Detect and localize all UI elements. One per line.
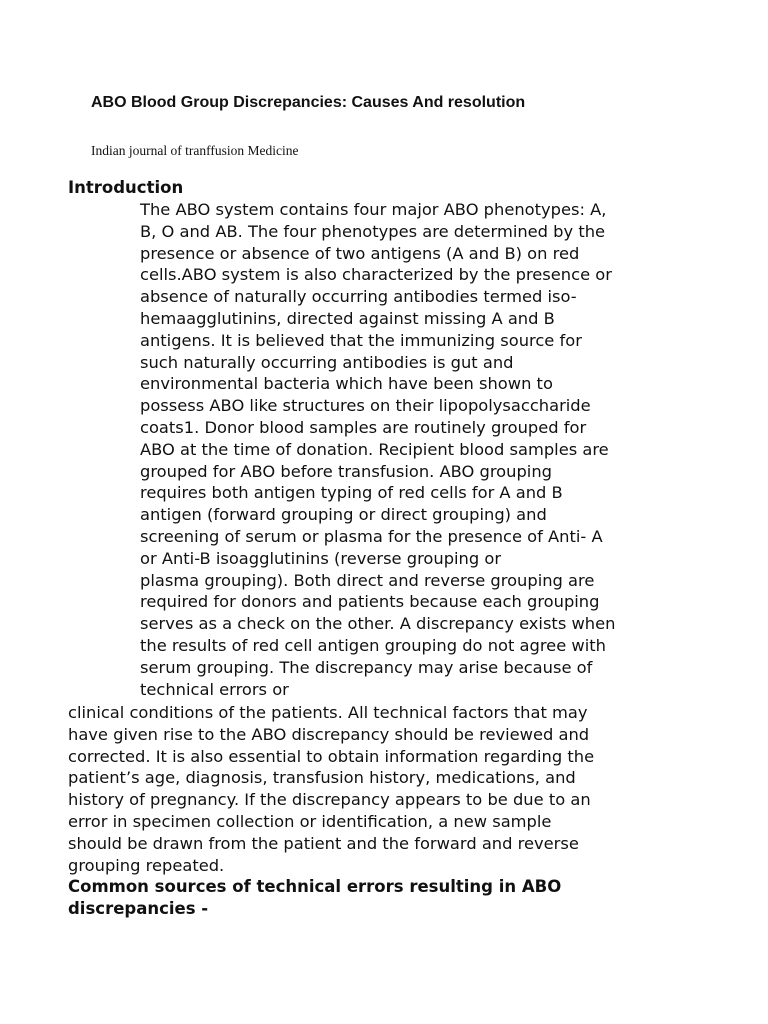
paragraph-line: have given rise to the ABO discrepancy should be reviewed and (68, 724, 590, 744)
paragraph-line: B, O and AB. The four phenotypes are determined by the (140, 221, 606, 241)
technical-errors-heading (68, 876, 688, 920)
paragraph-line: corrected. It is also essential to obtain information regarding the (68, 746, 595, 766)
paragraph-line: antigen (forward grouping or direct grouping) and (140, 505, 547, 525)
paragraph-line: plasma grouping). Both direct and reverse grouping are (140, 570, 595, 590)
paragraph-line: absence of naturally occurring antibodies termed iso- (140, 287, 577, 307)
paragraph-line: ABO at the time of donation. Recipient blood samples are (140, 439, 609, 459)
introduction-paragraph-indented (140, 199, 615, 700)
paragraph-line: cells.ABO system is also characterized by the presence or (140, 265, 612, 285)
paragraph-line: clinical conditions of the patients. All technical factors that may (68, 703, 588, 722)
paragraph-line: error in specimen collection or identification, a new sample (68, 811, 552, 831)
paragraph-line: The ABO system contains four major ABO phenotypes: A, (140, 200, 607, 219)
paragraph-line: required for donors and patients because each grouping (140, 592, 600, 612)
paragraph-line: hemaagglutinins, directed against missing A and B (140, 308, 555, 328)
paragraph-line: environmental bacteria which have been shown to (140, 374, 553, 394)
paragraph-line: screening of serum or plasma for the presence of Anti- A (140, 526, 603, 546)
heading-line: Common sources of technical errors resulting in ABO (68, 877, 562, 896)
paragraph-line: serum grouping. The discrepancy may arise because of (140, 657, 593, 677)
paragraph-line: patient’s age, diagnosis, transfusion history, medications, and (68, 768, 576, 788)
introduction-heading: Introduction (68, 178, 184, 197)
paragraph-line: serves as a check on the other. A discrepancy exists when (140, 614, 616, 634)
paragraph-line: grouped for ABO before transfusion. ABO grouping (140, 461, 552, 481)
paragraph-line: presence or absence of two antigens (A and B) on red (140, 243, 580, 263)
paragraph-line: requires both antigen typing of red cells for A and B (140, 483, 563, 503)
paragraph-line: coats1. Donor blood samples are routinely grouped for (140, 417, 587, 437)
introduction-paragraph-full (68, 702, 594, 876)
paragraph-line: technical errors or (140, 679, 289, 699)
paragraph-line: or Anti-B isoagglutinins (reverse grouping or (140, 548, 502, 568)
paragraph-line: history of pregnancy. If the discrepancy appears to be due to an (68, 790, 591, 810)
document-title: ABO Blood Group Discrepancies: Causes And resolution (91, 94, 526, 111)
paragraph-line: should be drawn from the patient and the forward and reverse (68, 833, 579, 853)
paragraph-line: the results of red cell antigen grouping do not agree with (140, 635, 606, 655)
heading-line: discrepancies - (68, 899, 209, 918)
paragraph-line: possess ABO like structures on their lipopolysaccharide (140, 396, 591, 416)
paragraph-line: antigens. It is believed that the immunizing source for (140, 330, 582, 350)
paragraph-line: such naturally occurring antibodies is gut and (140, 352, 514, 372)
journal-source: Indian journal of tranffusion Medicine (91, 143, 299, 158)
paragraph-line: grouping repeated. (68, 855, 225, 875)
